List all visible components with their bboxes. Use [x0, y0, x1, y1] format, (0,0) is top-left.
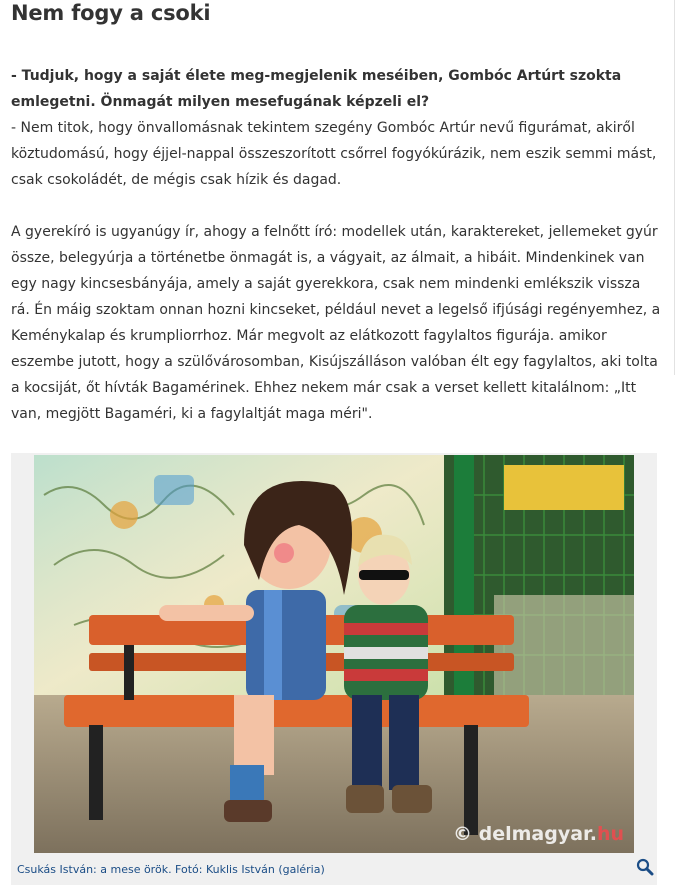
photo-figure: [11, 453, 657, 885]
column-divider: [674, 0, 675, 375]
watermark-text: © delmagyar.: [453, 823, 597, 845]
watermark-suffix: hu: [596, 823, 624, 845]
interview-question: - Tudjuk, hogy a saját élete meg-megjelenik meséiben, Gombóc Artúrt szokta emlegetni. Önmagát milyen mesefugának képzeli el?: [11, 68, 622, 110]
magnifier-icon[interactable]: [636, 858, 654, 876]
photo-caption[interactable]: Csukás István: a mese örök. Fotó: Kuklis István (galéria): [17, 863, 325, 876]
photo-illustration: [34, 455, 634, 853]
article-photo[interactable]: [34, 455, 634, 853]
interview-block: [11, 63, 661, 193]
photo-watermark: [453, 823, 624, 845]
body-paragraph: A gyerekíró is ugyanúgy ír, ahogy a felnőtt író: modellek után, karaktereket, jellemeket gyúr össze, belegyúrja a történetbe önmagát is, a vágyait, az álmait, a hibáit. Mindenkinek van egy nagy kincsesbányája, amely a saját gyerekkora, csak nem mindenki emlékszik vissza rá. Én máig szoktam onnan hozni kincseket, például nevet a legelső ifjúsági regényemhez, a Keménykalap és krumpliorrhoz. Már megvolt az elátkozott fagylaltos figurája. amikor eszembe jutott, hogy a szülővárosomban, Kisújszálláson valóban élt egy fagylaltos, aki tolta a kocsiját, őt hívták Bagamérinek. Ehhez nekem már csak a verset kellett kitalálnom: „Itt van, megjött Bagaméri, ki a fagylaltját maga méri".: [11, 224, 661, 422]
interview-answer: - Nem titok, hogy önvallomásnak tekintem szegény Gombóc Artúr nevű figurámat, akiről köztudomású, hogy éjjel-nappal összeszorított csőrrel fogyókúrázik, nem eszik semmi mást, csak csokoládét, de mégis csak hízik és dagad.: [11, 120, 657, 188]
article-heading: Nem fogy a csoki: [11, 1, 211, 25]
